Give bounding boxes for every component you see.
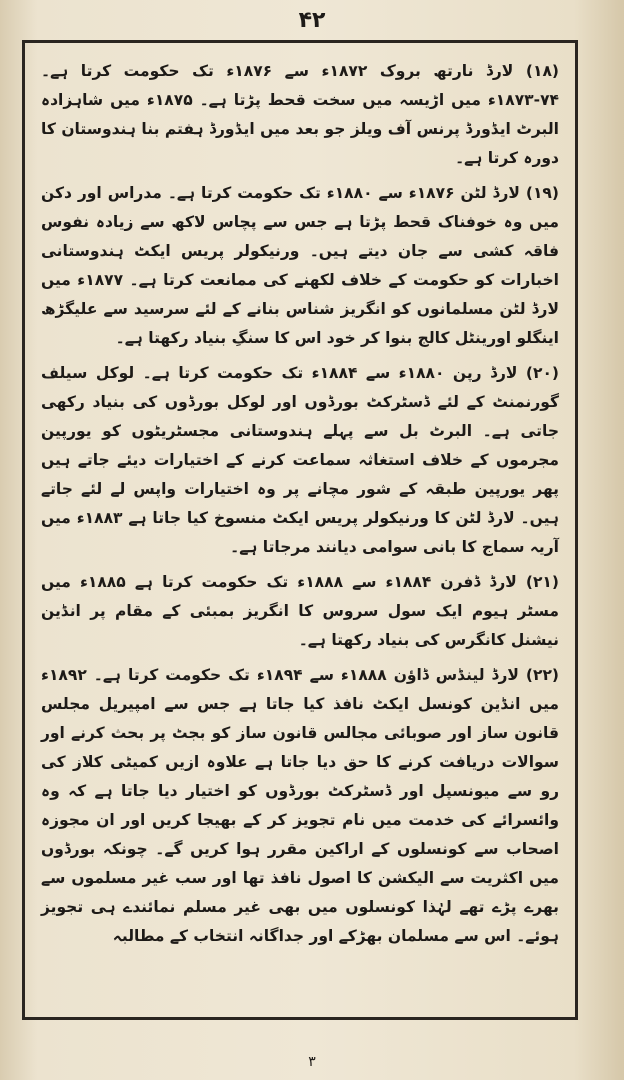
paragraph-18: (۱۸) لارڈ نارتھ بروک ۱۸۷۲ء سے ۱۸۷۶ء تک حکومت کرتا ہے۔ ۷۴-۱۸۷۳ء میں اڑیسہ میں سخت قحط پڑتا ہے۔ ۱۸۷۵ء میں شاہزادہ البرٹ ایڈورڈ پرنس آف ویلز جو بعد میں ایڈورڈ ہفتم بنا ہندوستان کا دورہ کرتا ہے۔ xyxy=(41,62,559,167)
paragraph-20: (۲۰) لارڈ رپن ۱۸۸۰ء سے ۱۸۸۴ء تک حکومت کرتا ہے۔ لوکل سیلف گورنمنٹ کے لئے ڈسٹرکٹ بورڈوں اور لوکل بورڈوں کی بنیاد رکھی جاتی ہے۔ البرٹ بل سے پہلے ہندوستانی مجسٹریٹوں کو یورپین مجرموں کے خلاف استغاثہ سماعت کرنے کے اختیارات دیئے جاتے ہیں پھر یورپین طبقہ کے شور مچانے پر وہ اختیارات واپس لے لئے جاتے ہیں۔ لارڈ لٹن کا ورنیکولر پریس ایکٹ منسوخ کیا جاتا ہے ۱۸۸۳ء میں آریہ سماج کا بانی سوامی دیانند مرجاتا ہے۔ xyxy=(41,364,559,556)
text-frame xyxy=(22,40,578,1020)
page-number: ۴۲ xyxy=(298,8,326,33)
page-text xyxy=(41,57,559,951)
paragraph-22: (۲۲) لارڈ لینڈس ڈاؤن ۱۸۸۸ء سے ۱۸۹۴ء تک حکومت کرتا ہے۔ ۱۸۹۲ء میں انڈین کونسل ایکٹ نافذ کیا جاتا ہے جس سے امپیریل مجلس قانون ساز اور صوبائی مجالس قانون ساز کو بجٹ پر بحث کرنے اور سوالات دریافت کرنے کا حق دیا جاتا ہے علاوہ ازیں کمیٹی کلاز کی رو سے میونسپل اور ڈسٹرکٹ بورڈوں کو اختیار دیا جاتا ہے کہ وہ وائسرائے کی خدمت میں نام تجویز کر کے بھیجا کریں اور ان مجوزہ اصحاب سے کونسلوں کے اراکین مقرر ہوا کریں گے۔ چونکہ بورڈوں میں اکثریت سے الیکشن کا اصول نافذ تھا اور سب غیر مسلموں سے بھرے پڑے تھے لہٰذا کونسلوں میں بھی غیر مسلم نمائندے ہی تجویز ہوئے۔ اس سے مسلمان بھڑکے اور جداگانہ انتخاب کے مطالبہ xyxy=(41,666,560,945)
paragraph-21: (۲۱) لارڈ ڈفرن ۱۸۸۴ء سے ۱۸۸۸ء تک حکومت کرتا ہے ۱۸۸۵ء میں مسٹر ہیوم ایک سول سروس کا انگریز بمبئی کے مقام پر انڈین نیشنل کانگرس کی بنیاد رکھتا ہے۔ xyxy=(41,573,559,649)
paragraph-19: (۱۹) لارڈ لٹن ۱۸۷۶ء سے ۱۸۸۰ء تک حکومت کرتا ہے۔ مدراس اور دکن میں وہ خوفناک قحط پڑتا ہے جس سے پچاس لاکھ سے زیادہ نفوس فاقہ کشی سے جان دیتے ہیں۔ ورنیکولر پریس ایکٹ ہندوستانی اخبارات کو حکومت کے خلاف لکھنے کی ممانعت کرتا ہے۔ ۱۸۷۷ء میں لارڈ لٹن مسلمانوں کو انگریز شناس بنانے کے لئے سرسید سے علیگڑھ اینگلو اورینٹل کالج بنوا کر خود اس کا سنگِ بنیاد رکھتا ہے۔ xyxy=(41,184,559,347)
footer-mark: ٣ xyxy=(308,1054,316,1070)
